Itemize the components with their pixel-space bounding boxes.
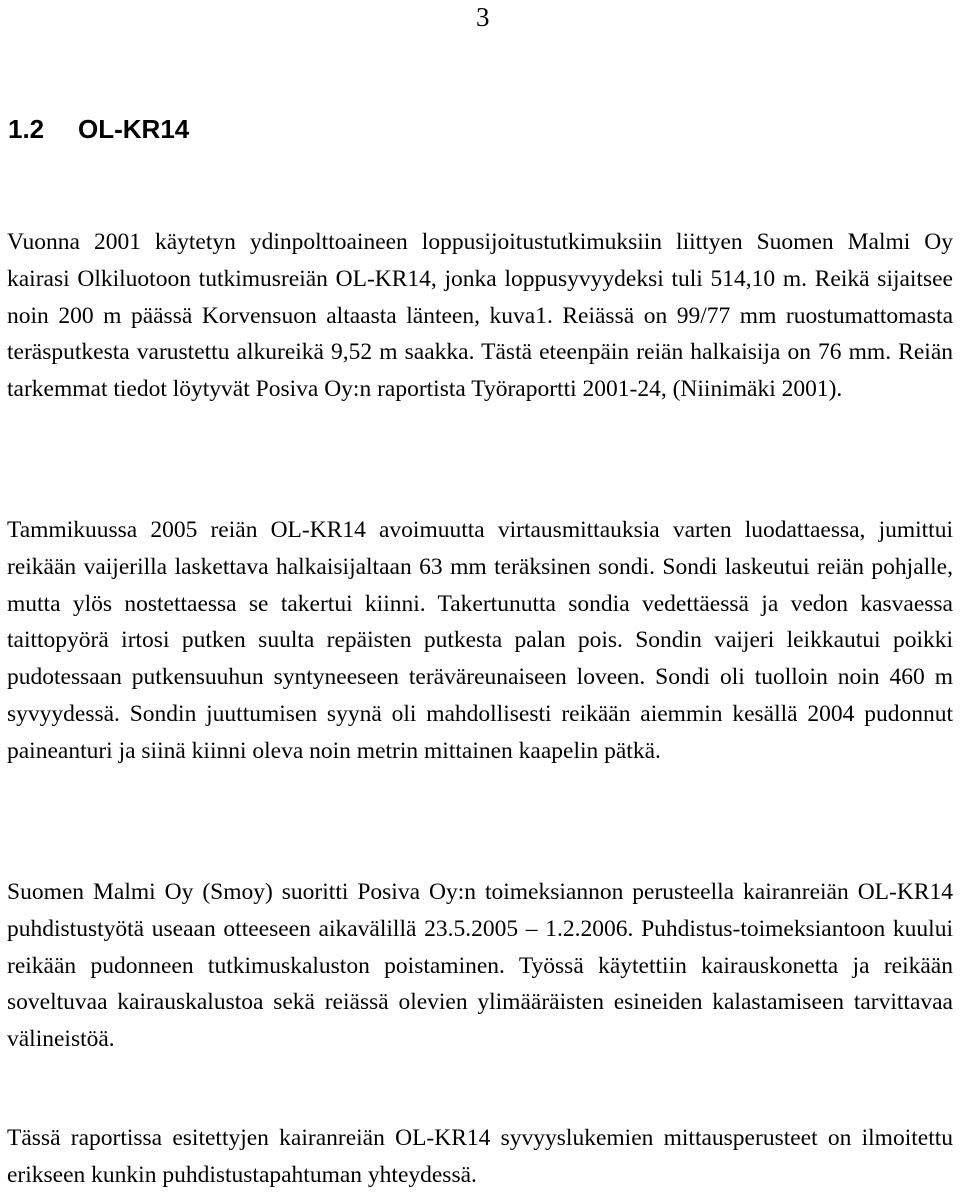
section-heading — [8, 116, 189, 142]
paragraph-depth-reference-note: Tässä raportissa esitettyjen kairanreiän OL-KR14 syvyyslukemien mittausperusteet on ilmoitettu erikseen kunkin puhdistustapahtuman yhteydessä. — [7, 1125, 953, 1188]
section-title: OL-KR14 — [78, 114, 190, 144]
section-number: 1.2 — [8, 114, 45, 144]
paragraph-borehole-description: Vuonna 2001 käytetyn ydinpolttoaineen loppusijoitustutkimuksiin liittyen Suomen Malmi Oy kairasi Olkiluotoon tutkimusreiän OL-KR14, jonka loppusyvyydeksi tuli 514,10 m. Reikä sijaitsee noin 200 m päässä Korvensuon altaasta länteen, kuva1. Reiässä on 99/77 mm ruostumattomasta teräsputkesta varustettu alkureikä 9,52 m saakka. Tästä eteenpäin reiän halkaisija on 76 mm. Reiän tarkemmat tiedot löytyvät Posiva Oy:n raportista Työraportti 2001-24, (Niinimäki 2001). — [7, 229, 953, 403]
paragraph-cleaning-work: Suomen Malmi Oy (Smoy) suoritti Posiva Oy:n toimeksiannon perusteella kairanreiän OL-KR14 puhdistustyötä useaan otteeseen aikavälillä 23.5.2005 – 1.2.2006. Puhdistus-toimeksiantoon kuului reikään pudonneen tutkimuskaluston poistaminen. Työssä käytettiin kairauskonetta ja reikään soveltuvaa kairauskalustoa sekä reiässä olevien ylimääräisten esineiden kalastamiseen tarvittavaa välineistöä. — [7, 879, 953, 1053]
paragraph-stuck-probe-incident: Tammikuussa 2005 reiän OL-KR14 avoimuutta virtausmittauksia varten luodattaessa, jumittui reikään vaijerilla laskettava halkaisijaltaan 63 mm teräksinen sondi. Sondi laskeutui reiän pohjalle, mutta ylös nostettaessa se takertui kiinni. Takertunutta sondia vedettäessä ja vedon kasvaessa taittopyörä irtosi putken suulta repäisten putkesta palan pois. Sondin vaijeri leikkautui poikki pudotessaan putkensuuhun syntyneeseen teräväreunaiseen loveen. Sondi oli tuolloin noin 460 m syvyydessä. Sondin juuttumisen syynä oli mahdollisesti reikään aiemmin kesällä 2004 pudonnut paineanturi ja siinä kiinni oleva noin metrin mittainen kaapelin pätkä. — [7, 517, 953, 764]
page-number: 3 — [476, 2, 490, 32]
